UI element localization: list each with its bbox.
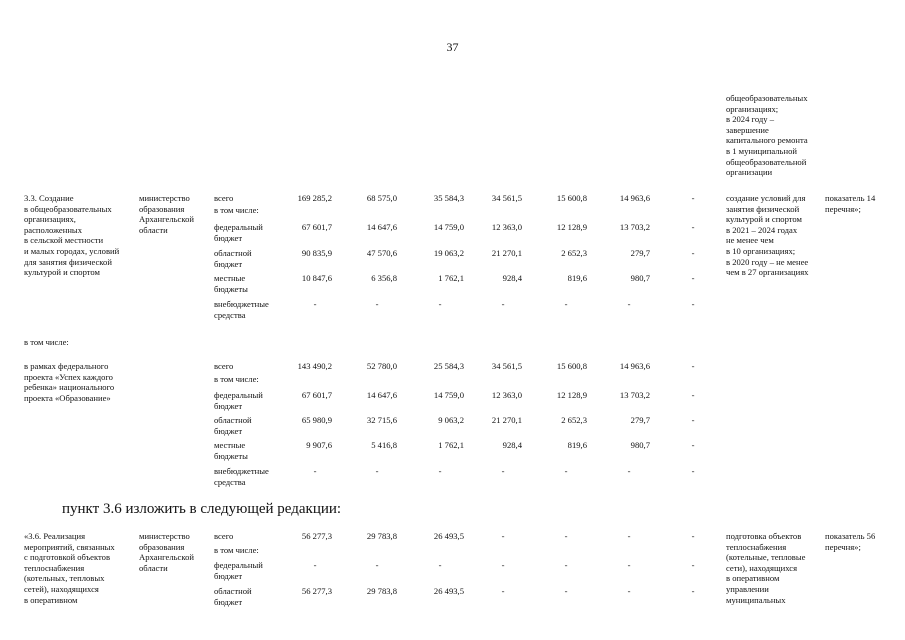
block-36-executor: министерство образования Архангельской области bbox=[139, 531, 194, 573]
block-33-indicator: показатель 14 перечня»; bbox=[825, 193, 876, 214]
b33-total-c1: 169 285,2 bbox=[297, 193, 332, 203]
b36-federal-c6: - bbox=[627, 560, 631, 570]
b33-federal-c6: 13 703,2 bbox=[619, 222, 650, 232]
b36-federal-c3: - bbox=[438, 560, 442, 570]
block-36-label-including: в том числе: bbox=[214, 545, 259, 555]
block-33-result: создание условий для занятия физической культурой и спортом в 2021 – 2024 годах не менее чем в 10 организациях; в 2020 году – не менее чем в 27 организациях bbox=[726, 193, 809, 278]
block-fed-label-including: в том числе: bbox=[214, 374, 259, 384]
b36-federal-c2: - bbox=[375, 560, 379, 570]
b36-total-c1: 56 277,3 bbox=[301, 531, 332, 541]
b33-local-c6: 980,7 bbox=[630, 273, 650, 283]
b36-regional-c5: - bbox=[564, 586, 568, 596]
b33-local-c3: 1 762,1 bbox=[438, 273, 464, 283]
b36-total-c3: 26 493,5 bbox=[433, 531, 464, 541]
b33-extra-c4: - bbox=[501, 299, 505, 309]
b33-extra-c7: - bbox=[691, 299, 695, 309]
b33-federal-c3: 14 759,0 bbox=[433, 222, 464, 232]
b33-federal-c5: 12 128,9 bbox=[556, 222, 587, 232]
fed-local-c4: 928,4 bbox=[502, 440, 522, 450]
fed-extra-c6: - bbox=[627, 466, 631, 476]
fed-total-c3: 25 584,3 bbox=[433, 361, 464, 371]
b36-total-c4: - bbox=[501, 531, 505, 541]
b33-federal-c2: 14 647,6 bbox=[366, 222, 397, 232]
fed-federal-c7: - bbox=[691, 390, 695, 400]
b33-federal-c7: - bbox=[691, 222, 695, 232]
b36-federal-c7: - bbox=[691, 560, 695, 570]
b33-total-c4: 34 561,5 bbox=[491, 193, 522, 203]
b36-total-c6: - bbox=[627, 531, 631, 541]
fed-extra-c5: - bbox=[564, 466, 568, 476]
b36-regional-c1: 56 277,3 bbox=[301, 586, 332, 596]
b36-total-c7: - bbox=[691, 531, 695, 541]
section-heading: пункт 3.6 изложить в следующей редакции: bbox=[62, 501, 342, 517]
b33-regional-c4: 21 270,1 bbox=[491, 248, 522, 258]
fed-regional-c2: 32 715,6 bbox=[366, 415, 397, 425]
fed-local-c5: 819,6 bbox=[567, 440, 587, 450]
b33-extra-c5: - bbox=[564, 299, 568, 309]
block-36-label-regional: областной бюджет bbox=[214, 586, 252, 607]
b36-federal-c5: - bbox=[564, 560, 568, 570]
b36-total-c5: - bbox=[564, 531, 568, 541]
b33-extra-c6: - bbox=[627, 299, 631, 309]
b33-total-c5: 15 600,8 bbox=[556, 193, 587, 203]
fed-regional-c7: - bbox=[691, 415, 695, 425]
block-fed-label-federal: федеральный бюджет bbox=[214, 390, 263, 411]
fed-total-c7: - bbox=[691, 361, 695, 371]
b36-regional-c3: 26 493,5 bbox=[433, 586, 464, 596]
fed-extra-c4: - bbox=[501, 466, 505, 476]
b33-regional-c7: - bbox=[691, 248, 695, 258]
fed-federal-c1: 67 601,7 bbox=[301, 390, 332, 400]
b33-regional-c2: 47 570,6 bbox=[366, 248, 397, 258]
block-36-label-federal: федеральный бюджет bbox=[214, 560, 263, 581]
b36-regional-c7: - bbox=[691, 586, 695, 596]
block-36-label-total: всего bbox=[214, 531, 234, 541]
b33-federal-c4: 12 363,0 bbox=[491, 222, 522, 232]
top-result-text: общеобразовательных организациях; в 2024 году – завершение капитального ремонта в 1 муниципальной общеобразовательной организации bbox=[726, 93, 808, 178]
fed-regional-c4: 21 270,1 bbox=[491, 415, 522, 425]
block-fed-label-local: местные бюджеты bbox=[214, 440, 248, 461]
b33-total-c3: 35 584,3 bbox=[433, 193, 464, 203]
block-fed-label-extra: внебюджетные средства bbox=[214, 466, 269, 487]
b33-regional-c3: 19 063,2 bbox=[433, 248, 464, 258]
page-number: 37 bbox=[446, 40, 459, 54]
block-33-executor: министерство образования Архангельской области bbox=[139, 193, 194, 235]
fed-federal-c3: 14 759,0 bbox=[433, 390, 464, 400]
b36-regional-c6: - bbox=[627, 586, 631, 596]
b33-local-c2: 6 356,8 bbox=[371, 273, 397, 283]
block-fed-name: в рамках федерального проекта «Успех каждого ребенка» национального проекта «Образование» bbox=[24, 361, 115, 403]
b33-extra-c1: - bbox=[313, 299, 317, 309]
b33-local-c1: 10 847,6 bbox=[301, 273, 332, 283]
fed-local-c6: 980,7 bbox=[630, 440, 650, 450]
block-33-label-regional: областной бюджет bbox=[214, 248, 252, 269]
fed-federal-c5: 12 128,9 bbox=[556, 390, 587, 400]
block-33-label-total: всего bbox=[214, 193, 234, 203]
b33-extra-c2: - bbox=[375, 299, 379, 309]
block-33-label-local: местные бюджеты bbox=[214, 273, 248, 294]
fed-local-c2: 5 416,8 bbox=[371, 440, 397, 450]
fed-extra-c3: - bbox=[438, 466, 442, 476]
b33-federal-c1: 67 601,7 bbox=[301, 222, 332, 232]
b33-extra-c3: - bbox=[438, 299, 442, 309]
fed-extra-c7: - bbox=[691, 466, 695, 476]
block-36-name: «3.6. Реализация мероприятий, связанных с подготовкой объектов теплоснабжения (котельных, тепловых сетей), находящихся в оперативном bbox=[24, 531, 115, 605]
b33-total-c2: 68 575,0 bbox=[366, 193, 397, 203]
fed-regional-c5: 2 652,3 bbox=[561, 415, 587, 425]
fed-local-c1: 9 907,6 bbox=[306, 440, 332, 450]
block-33-name: 3.3. Создание в общеобразовательных организациях, расположенных в сельской местности и малых городах, условий для занятия физической культурой и спортом bbox=[24, 193, 120, 278]
fed-total-c1: 143 490,2 bbox=[297, 361, 332, 371]
b36-federal-c4: - bbox=[501, 560, 505, 570]
fed-federal-c2: 14 647,6 bbox=[366, 390, 397, 400]
block-36-result: подготовка объектов теплоснабжения (котельные, тепловые сети), находящихся в оперативном управлении муниципальных bbox=[726, 531, 806, 605]
b33-local-c5: 819,6 bbox=[567, 273, 587, 283]
b36-regional-c2: 29 783,8 bbox=[366, 586, 397, 596]
b33-regional-c5: 2 652,3 bbox=[561, 248, 587, 258]
block-fed-label-regional: областной бюджет bbox=[214, 415, 252, 436]
block-33-label-including: в том числе: bbox=[214, 205, 259, 215]
fed-extra-c2: - bbox=[375, 466, 379, 476]
including-label: в том числе: bbox=[24, 337, 69, 347]
block-33-label-federal: федеральный бюджет bbox=[214, 222, 263, 243]
block-fed-label-total: всего bbox=[214, 361, 234, 371]
fed-total-c6: 14 963,6 bbox=[619, 361, 650, 371]
b33-total-c7: - bbox=[691, 193, 695, 203]
fed-total-c5: 15 600,8 bbox=[556, 361, 587, 371]
fed-regional-c1: 65 980,9 bbox=[301, 415, 332, 425]
fed-total-c4: 34 561,5 bbox=[491, 361, 522, 371]
b36-total-c2: 29 783,8 bbox=[366, 531, 397, 541]
fed-local-c3: 1 762,1 bbox=[438, 440, 464, 450]
block-36-indicator: показатель 56 перечня»; bbox=[825, 531, 876, 552]
b33-regional-c6: 279,7 bbox=[630, 248, 650, 258]
b33-total-c6: 14 963,6 bbox=[619, 193, 650, 203]
b36-regional-c4: - bbox=[501, 586, 505, 596]
fed-federal-c6: 13 703,2 bbox=[619, 390, 650, 400]
b33-regional-c1: 90 835,9 bbox=[301, 248, 332, 258]
fed-federal-c4: 12 363,0 bbox=[491, 390, 522, 400]
fed-regional-c3: 9 063,2 bbox=[438, 415, 464, 425]
fed-regional-c6: 279,7 bbox=[630, 415, 650, 425]
fed-extra-c1: - bbox=[313, 466, 317, 476]
block-33-label-extra: внебюджетные средства bbox=[214, 299, 269, 320]
b36-federal-c1: - bbox=[313, 560, 317, 570]
b33-local-c4: 928,4 bbox=[502, 273, 522, 283]
fed-local-c7: - bbox=[691, 440, 695, 450]
b33-local-c7: - bbox=[691, 273, 695, 283]
fed-total-c2: 52 780,0 bbox=[366, 361, 397, 371]
